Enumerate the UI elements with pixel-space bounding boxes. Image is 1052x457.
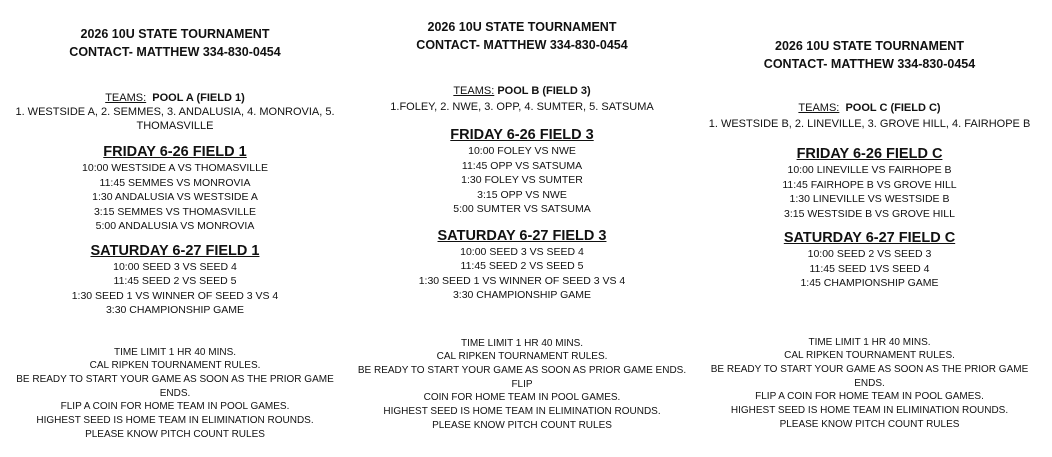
tournament-title: 2026 10U STATE TOURNAMENT: [775, 39, 964, 53]
rule-line: HIGHEST SEED IS HOME TEAM IN ELIMINATION ROUNDS.: [730, 405, 1009, 417]
rule-line: TIME LIMIT 1 HR 40 MINS.: [460, 337, 584, 349]
teams-line: [5, 91, 345, 105]
rule-line: CAL RIPKEN TOURNAMENT RULES.: [89, 360, 261, 372]
game-line: 1:30 FOLEY VS SUMTER: [461, 174, 583, 186]
game-line: 11:45 SEED 1VS SEED 4: [809, 262, 930, 275]
rule-line: HIGHEST SEED IS HOME TEAM IN ELIMINATION ROUNDS.: [36, 415, 314, 427]
game-line: 11:45 OPP VS SATSUMA: [461, 159, 583, 172]
rule-line: COIN FOR HOME TEAM IN POOL GAMES.: [423, 392, 621, 404]
rule-line: FLIP A COIN FOR HOME TEAM IN POOL GAMES.: [755, 391, 984, 403]
pool-a-column: [5, 0, 345, 441]
game-line: 10:00 SEED 3 VS SEED 4: [113, 260, 237, 273]
rules-block: [5, 346, 345, 442]
game-line: 3:30 CHAMPIONSHIP GAME: [452, 289, 592, 301]
rule-line: PLEASE KNOW PITCH COUNT RULES: [85, 428, 265, 440]
rule-line: CAL RIPKEN TOURNAMENT RULES.: [784, 350, 955, 362]
team-list-line: 1.FOLEY, 2. NWE, 3. OPP, 4. SUMTER, 5. SATSUMA: [390, 101, 654, 113]
contact-line: CONTACT- MATTHEW 334-830-0454: [416, 38, 628, 52]
saturday-heading: SATURDAY 6-27 FIELD C: [783, 230, 956, 246]
game-line: 3:15 WESTSIDE B VS GROVE HILL: [784, 207, 955, 220]
rule-line: PLEASE KNOW PITCH COUNT RULES: [779, 418, 960, 430]
rule-line: BE READY TO START YOUR GAME AS SOON AS PRIOR GAME ENDS. FLIP: [357, 364, 687, 390]
pool-b-column: [352, 0, 692, 432]
teams-label: TEAMS:: [798, 102, 840, 114]
game-line: 10:00 SEED 2 VS SEED 3: [807, 248, 932, 260]
team-list-line: 1. WESTSIDE B, 2. LINEVILLE, 3. GROVE HILL, 4. FAIRHOPE B: [708, 118, 1031, 130]
contact-line: CONTACT- MATTHEW 334-830-0454: [763, 57, 976, 71]
contact-line: CONTACT- MATTHEW 334-830-0454: [69, 45, 281, 59]
game-line: 5:00 SUMTER VS SATSUMA: [453, 203, 591, 215]
team-list-line: 1. WESTSIDE A, 2. SEMMES, 3. ANDALUSIA, 4. MONROVIA, 5.: [15, 106, 335, 118]
game-line: 10:00 WESTSIDE A VS THOMASVILLE: [82, 162, 268, 174]
game-line: 11:45 SEMMES VS MONROVIA: [99, 176, 251, 189]
rule-line: BE READY TO START YOUR GAME AS SOON AS THE PRIOR GAME ENDS.: [16, 373, 334, 399]
pool-c-column: [697, 0, 1042, 431]
team-list-line: THOMASVILLE: [136, 120, 214, 132]
teams-line: [352, 84, 692, 98]
rule-line: TIME LIMIT 1 HR 40 MINS.: [113, 346, 237, 358]
game-line: 11:45 SEED 2 VS SEED 5: [113, 275, 237, 287]
saturday-heading: SATURDAY 6-27 FIELD 3: [437, 227, 607, 244]
rule-line: HIGHEST SEED IS HOME TEAM IN ELIMINATION ROUNDS.: [383, 406, 661, 418]
friday-heading: FRIDAY 6-26 FIELD 3: [450, 127, 594, 143]
rule-line: CAL RIPKEN TOURNAMENT RULES.: [436, 351, 608, 363]
game-line: 1:30 SEED 1 VS WINNER OF SEED 3 VS 4: [71, 289, 279, 302]
pool-name: POOL B (FIELD 3): [497, 85, 591, 97]
teams-label: TEAMS:: [105, 92, 147, 104]
pool-name: POOL C (FIELD C): [845, 102, 941, 114]
rule-line: TIME LIMIT 1 HR 40 MINS.: [808, 336, 931, 348]
rule-line: FLIP A COIN FOR HOME TEAM IN POOL GAMES.: [60, 401, 290, 413]
rule-line: BE READY TO START YOUR GAME AS SOON AS THE PRIOR GAME ENDS.: [710, 363, 1029, 389]
game-line: 10:00 SEED 3 VS SEED 4: [460, 245, 584, 258]
game-line: 1:45 CHAMPIONSHIP GAME: [800, 277, 939, 289]
game-line: 10:00 LINEVILLE VS FAIRHOPE B: [787, 164, 952, 176]
teams-line: [697, 101, 1042, 115]
tournament-title: 2026 10U STATE TOURNAMENT: [427, 20, 617, 34]
game-line: 1:30 LINEVILLE VS WESTSIDE B: [789, 193, 950, 205]
game-line: 5:00 ANDALUSIA VS MONROVIA: [95, 220, 255, 232]
saturday-heading: SATURDAY 6-27 FIELD 1: [90, 242, 260, 259]
rules-block: [697, 336, 1042, 432]
game-line: 3:30 CHAMPIONSHIP GAME: [105, 304, 245, 316]
game-line: 1:30 ANDALUSIA VS WESTSIDE A: [92, 191, 258, 203]
friday-heading: FRIDAY 6-26 FIELD C: [796, 146, 943, 162]
tournament-title: 2026 10U STATE TOURNAMENT: [80, 27, 270, 41]
pool-name: POOL A (FIELD 1): [152, 92, 245, 104]
rule-line: PLEASE KNOW PITCH COUNT RULES: [432, 419, 612, 431]
game-line: 1:30 SEED 1 VS WINNER OF SEED 3 VS 4: [418, 274, 626, 287]
game-line: 11:45 FAIRHOPE B VS GROVE HILL: [782, 178, 957, 191]
friday-heading: FRIDAY 6-26 FIELD 1: [103, 144, 247, 160]
teams-label: TEAMS:: [453, 85, 495, 97]
game-line: 3:15 SEMMES VS THOMASVILLE: [93, 205, 257, 218]
rules-block: [352, 337, 692, 433]
game-line: 3:15 OPP VS NWE: [477, 188, 567, 201]
game-line: 10:00 FOLEY VS NWE: [468, 145, 576, 157]
game-line: 11:45 SEED 2 VS SEED 5: [460, 260, 584, 272]
